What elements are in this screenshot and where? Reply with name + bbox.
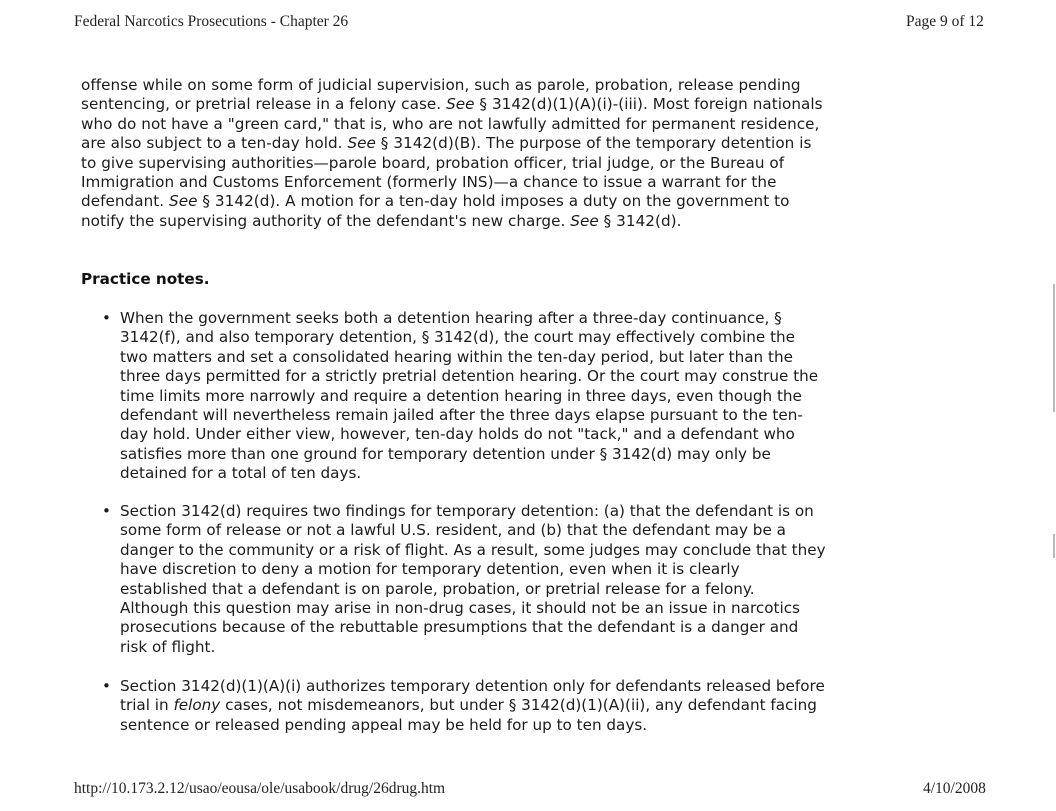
citation-signal: See: [446, 95, 475, 114]
citation-signal: See: [169, 192, 198, 211]
body-paragraph: [81, 76, 829, 231]
list-item-text: Section 3142(d) requires two findings for temporary detention: (a) that the defendant is on some form of release or not a lawful U.S. resident, and (b) that the defendant may be a danger to the community or a risk of flight. As a result, some judges may conclude that they have discretion to deny a motion for temporary detention, even when it is clearly established that a defendant is on parole, probation, or pretrial release for a felony. Although this question may arise in non-drug cases, it should not be an issue in narcotics prosecutions because of the rebuttable presumptions that the defendant is a danger and risk of flight.: [120, 502, 826, 656]
list-item-text: When the government seeks both a detention hearing after a three-day continuance, § 3142(f), and also temporary detention, § 3142(d), the court may effectively combine the two matters and set a consolidated hearing within the ten-day period, but later than the three days permitted for a strictly pretrial detention hearing. Or the court may construe the time limits more narrowly and require a detention hearing in three days, even though the defendant will nevertheless remain jailed after the three days elapse pursuant to the ten-day hold. Under either view, however, ten-day holds do not "tack," and a defendant who satisfies more than one ground for temporary detention under § 3142(d) may only be detained for a total of ten days.: [120, 309, 819, 483]
practice-notes-list: [102, 677, 826, 735]
practice-notes-heading: Practice notes.: [81, 270, 210, 288]
bullet-icon: •: [102, 502, 111, 520]
paragraph-text: § 3142(d).: [598, 211, 682, 230]
paragraph-text: offense while on some form of judicial supervision, such as parole, probation, release pending sentencing, or pretrial release in a felony case.: [81, 76, 801, 114]
list-item: [102, 309, 826, 484]
emphasis-text: felony: [173, 696, 221, 715]
scrollbar-edge: [1053, 284, 1055, 412]
practice-notes-list: [102, 309, 826, 484]
bullet-icon: •: [102, 309, 111, 327]
citation-signal: See: [570, 211, 599, 230]
scrollbar-edge: [1053, 534, 1055, 558]
paragraph-text: § 3142(d)(1)(A)(i)-(iii). Most foreign nationals who do not have a "green card," that is, who are not lawfully admitted for permanent residence, are also subject to a ten-day hold.: [81, 95, 823, 153]
list-item-text: cases, not misdemeanors, but under § 3142(d)(1)(A)(ii), any defendant facing sentence or released pending appeal may be held for up to ten days.: [120, 696, 817, 734]
page-number: Page 9 of 12: [906, 13, 984, 30]
list-item-text: Section 3142(d)(1)(A)(i) authorizes temporary detention only for defendants released before trial in: [120, 677, 825, 715]
footer-date: 4/10/2008: [923, 780, 986, 797]
paragraph-text: § 3142(d). A motion for a ten-day hold imposes a duty on the government to notify the supervising authority of the defendant's new charge.: [81, 192, 790, 230]
paragraph-text: § 3142(d)(B). The purpose of the temporary detention is to give supervising authorities—parole board, probation officer, trial judge, or the Bureau of Immigration and Customs Enforcement (formerly INS)—a chance to issue a warrant for the defendant.: [81, 134, 812, 211]
list-item: [102, 502, 826, 657]
list-item: [102, 677, 826, 735]
practice-notes-list: [102, 502, 826, 657]
document-title: Federal Narcotics Prosecutions - Chapter 26: [74, 13, 349, 30]
bullet-icon: •: [102, 677, 111, 695]
footer-url: http://10.173.2.12/usao/eousa/ole/usabook/drug/26drug.htm: [74, 780, 446, 797]
citation-signal: See: [347, 134, 376, 153]
